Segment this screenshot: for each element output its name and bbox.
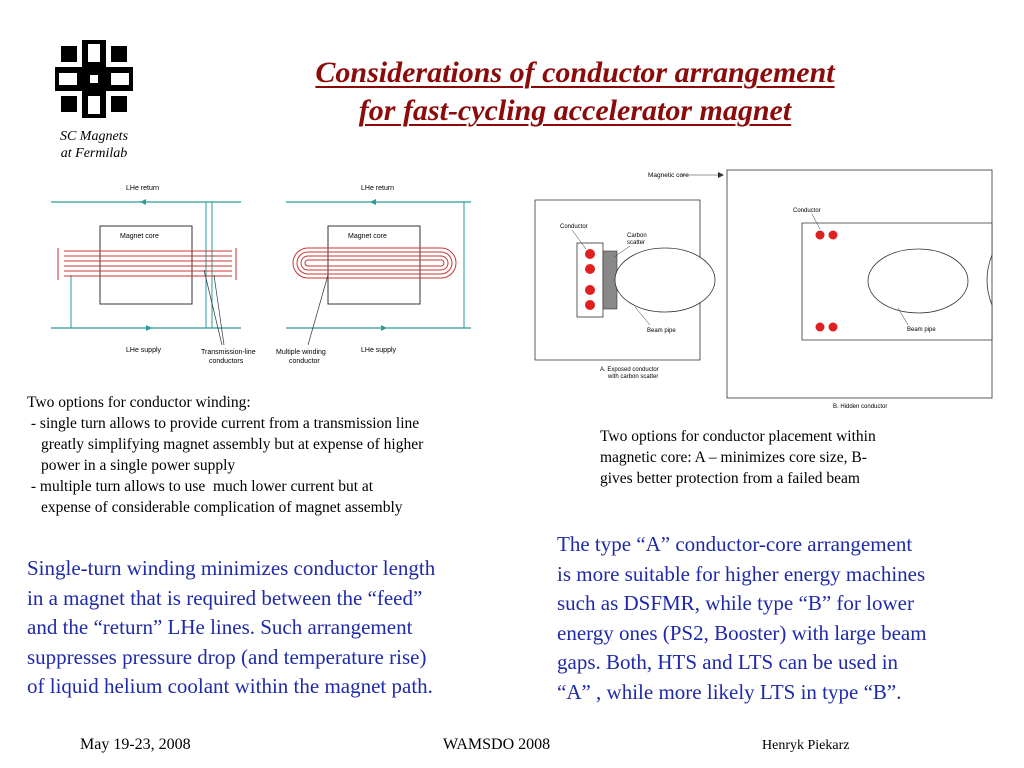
footer-conference: WAMSDO 2008 xyxy=(443,736,551,753)
fermilab-logo xyxy=(55,40,133,118)
footer-author: Henryk Piekarz xyxy=(762,738,850,753)
single-turn-line4: suppresses pressure drop (and temperature rise) xyxy=(27,644,427,669)
lhe-supply-label: LHe supply xyxy=(126,347,162,354)
panel-a-caption-1: A. Exposed conductor xyxy=(600,367,659,373)
winding-opt1-line2: greatly simplifying magnet assembly but at expense of higher xyxy=(41,436,424,453)
winding-options-figure xyxy=(46,180,536,385)
carbon-label-2: scatter xyxy=(627,240,646,246)
title-line1: Considerations of conductor arrangement xyxy=(315,56,835,89)
single-turn-line5: of liquid helium coolant within the magnet path. xyxy=(27,674,433,698)
single-turn-diagram xyxy=(51,185,256,365)
beam-pipe-label-b: Beam pipe xyxy=(907,327,936,333)
magnet-core-label: Magnet core xyxy=(120,233,159,240)
panel-b-caption: B. Hidden conductor xyxy=(833,404,888,410)
lhe-supply-label-right: LHe supply xyxy=(361,347,397,354)
page-title xyxy=(160,54,990,130)
transmission-line-label-2: conductors xyxy=(209,358,244,365)
logo-caption-line2: at Fermilab xyxy=(60,146,128,161)
multiple-turn-diagram xyxy=(276,185,471,365)
footer-date: May 19-23, 2008 xyxy=(80,736,191,753)
placement-options-figure xyxy=(530,165,1010,415)
single-turn-line3: and the “return” LHe lines. Such arrangement xyxy=(27,615,413,639)
single-turn-paragraph xyxy=(27,554,537,702)
beam-pipe-label-a: Beam pipe xyxy=(647,328,676,334)
title-line2: for fast-cycling accelerator magnet xyxy=(358,94,792,127)
panel-b-hidden-conductor xyxy=(727,170,992,410)
type-a-paragraph xyxy=(557,530,1017,707)
conductor-label-a: Conductor xyxy=(560,224,588,230)
multiple-winding-label-1: Multiple winding xyxy=(276,349,326,356)
single-turn-line1: Single-turn winding minimizes conductor length xyxy=(27,556,436,580)
winding-options-text xyxy=(27,392,547,518)
winding-opt1-line1: - single turn allows to provide current from a transmission line xyxy=(27,415,420,432)
beam-pipe-a xyxy=(615,248,715,312)
placement-line2: magnetic core: A – minimizes core size, B- xyxy=(600,449,867,466)
type-a-line3: such as DSFMR, while type “B” for lower xyxy=(557,591,914,615)
winding-opt2-line2: expense of considerable complication of magnet assembly xyxy=(41,499,403,516)
lhe-return-label-right: LHe return xyxy=(361,185,395,192)
winding-opt1-line3: power in a single power supply xyxy=(41,457,236,474)
placement-line1: Two options for conductor placement within xyxy=(600,428,876,445)
transmission-line-label-1: Transmission-line xyxy=(201,349,256,356)
winding-opt2-line1: - multiple turn allows to use much lower current but at xyxy=(27,478,374,495)
type-a-line2: is more suitable for higher energy machines xyxy=(557,561,926,586)
magnet-core-label-right: Magnet core xyxy=(348,233,387,240)
type-a-line5: gaps. Both, HTS and LTS can be used in xyxy=(557,650,899,674)
logo-caption xyxy=(44,128,144,162)
multiple-winding-label-2: conductor xyxy=(289,358,320,365)
logo-caption-line1: SC Magnets xyxy=(59,129,129,144)
type-a-line1: The type “A” conductor-core arrangement xyxy=(557,532,913,556)
winding-intro: Two options for conductor winding: xyxy=(27,394,251,411)
lhe-return-label: LHe return xyxy=(126,185,160,192)
placement-line3: gives better protection from a failed beam xyxy=(600,470,860,487)
placement-options-text xyxy=(600,426,980,489)
single-turn-line2: in a magnet that is required between the “feed” xyxy=(27,585,423,610)
panel-a-exposed-conductor xyxy=(535,200,715,380)
beam-pipe-b xyxy=(868,249,968,313)
magnetic-core-label: Magnetic core xyxy=(648,172,689,179)
carbon-label-1: Carbon xyxy=(627,233,647,239)
type-a-line6: “A” , while more likely LTS in type “B”. xyxy=(557,679,902,704)
panel-a-caption-2: with carbon scatter xyxy=(608,374,659,380)
conductor-label-b: Conductor xyxy=(793,208,821,214)
type-a-line4: energy ones (PS2, Booster) with large beam xyxy=(557,620,927,645)
